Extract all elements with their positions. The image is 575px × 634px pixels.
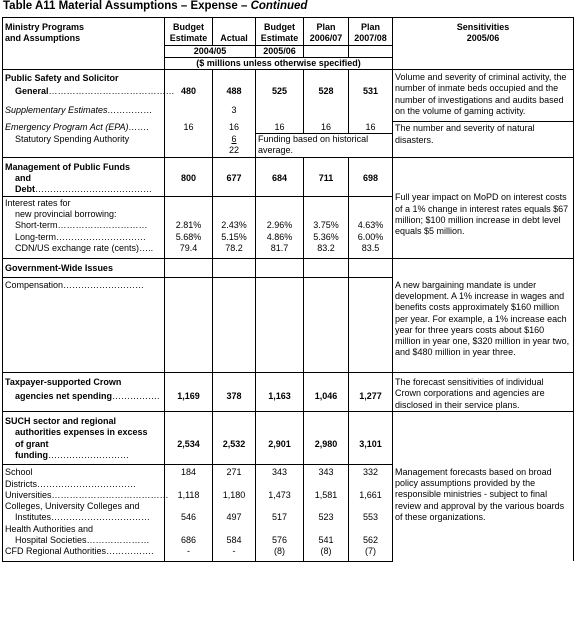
mpfd-label-1: Management of Public Funds [3, 157, 165, 173]
lt-v4: 6.00% [349, 232, 393, 243]
sd-dots: …………………………… [37, 478, 136, 489]
such-label-2: authorities expenses in excess [3, 427, 165, 438]
table-row [3, 412, 574, 428]
st-text: Short-term [15, 220, 58, 231]
ha-v1: 584 [213, 535, 256, 546]
header-row-1 [3, 18, 574, 34]
universities-label [3, 489, 169, 501]
st-dots: ………………………… [57, 220, 148, 231]
ha-v3: 541 [304, 535, 349, 546]
mpfd-v3: 711 [304, 173, 349, 196]
st-v4: 4.63% [349, 220, 393, 231]
table-row [3, 157, 574, 173]
epa-v4: 16 [349, 122, 393, 134]
coll-v3: 523 [304, 512, 349, 523]
header-programs-l2: and Assumptions [3, 33, 165, 45]
table-row [3, 465, 574, 490]
ir-label-2: new provincial borrowing: [3, 209, 165, 220]
mpfd-v0: 800 [165, 173, 213, 196]
long-term-label [3, 232, 165, 243]
mpfd-label-2 [3, 173, 165, 196]
colleges-label-2 [3, 512, 165, 523]
lt-v0: 5.68% [165, 232, 213, 243]
header-blank-2 [304, 45, 349, 57]
compensation-label [3, 278, 165, 373]
cfd-dots: ……………. [106, 546, 154, 557]
epa-label-text: Emergency Program Act (EPA) [5, 121, 129, 132]
lt-v3: 5.36% [304, 232, 349, 243]
mpfd-label-2-text: and Debt [15, 173, 35, 195]
header-row-2 [3, 33, 574, 45]
coll-dots: …………………………… [51, 512, 151, 523]
supp-label [3, 103, 165, 118]
header-blank-4 [393, 45, 574, 57]
cfd-v4: (7) [349, 546, 393, 561]
epa-total-actual: 22 [213, 145, 256, 157]
such-v4: 3,101 [349, 439, 393, 465]
mpfd-v4: 698 [349, 173, 393, 196]
mpfd-sensitivity: Full year impact on MoPD on interest costs of a 1% change in interest rates equals $67 million; $100 million increase in debt level equals $5 million. [393, 157, 574, 258]
funding-note: Funding based on historical average. [256, 134, 393, 158]
header-year-2007: 2007/08 [349, 33, 393, 45]
psg-label-2 [3, 86, 175, 99]
mpfd-v2: 684 [256, 173, 304, 196]
tsc-sensitivity: The forecast sensitivities of individual Crown corporations and agencies are disclosed in their service plans. [393, 373, 574, 412]
cfd-v0: - [165, 546, 213, 561]
units-label: ($ millions unless otherwise specified) [165, 57, 393, 69]
header-row-3 [3, 45, 574, 57]
coll-v1: 497 [213, 512, 256, 523]
tsc-label-1: Taxpayer-supported Crown [3, 373, 165, 391]
such-dots: ……………………… [48, 449, 129, 460]
units-blank-2 [393, 57, 574, 69]
uni-v1: 1,180 [213, 490, 256, 501]
ha-v4: 562 [349, 535, 393, 546]
header-year-2006: 2006/07 [304, 33, 349, 45]
sd-v2: 343 [256, 465, 304, 490]
header-programs-l1: Ministry Programs [5, 22, 85, 32]
table-row [3, 259, 574, 278]
psg-dots: …………………………………… [48, 86, 175, 97]
epa-v2: 16 [256, 122, 304, 134]
cfd-text: CFD Regional Authorities [5, 546, 107, 557]
stat-label: Statutory Spending Authority [3, 134, 165, 146]
header-programs [3, 18, 165, 34]
uni-dots: ………………………………… [51, 489, 169, 500]
uni-v4: 1,661 [349, 490, 393, 501]
tsc-dots: ……………. [112, 391, 160, 402]
school-districts-label [3, 465, 165, 490]
table-row [3, 373, 574, 391]
tsc-label-2-text: agencies net spending [15, 391, 113, 402]
cfd-v1: - [213, 546, 256, 561]
sd-text: School Districts [5, 467, 37, 489]
table-title [3, 0, 307, 12]
gwi-sensitivity: A new bargaining mandate is under development. A 1% increase in wages and benefits costs approximately $160 million per year. For example, a 1% increase each year for three years costs about $160 million in year one, $320 million in year two, and $480 million in year three. [393, 278, 574, 373]
lt-text: Long-term [15, 231, 57, 242]
cdn-v2: 81.7 [256, 243, 304, 259]
cdn-v0: 79.4 [165, 243, 213, 259]
epa-v0: 16 [165, 122, 213, 134]
table-title-continued: Continued [250, 0, 308, 12]
epa-sensitivity: The number and severity of natural disasters. [393, 122, 574, 157]
ha-dots: ………………… [86, 535, 150, 545]
header-year-2005: 2005/06 [256, 45, 304, 57]
header-budget: Budget [165, 18, 213, 34]
tsc-v0: 1,169 [165, 391, 213, 412]
st-v1: 2.43% [213, 220, 256, 231]
coll-v0: 546 [165, 512, 213, 523]
psg-v2: 525 [256, 86, 304, 99]
supp-dots: …………… [107, 104, 153, 115]
comp-text: Compensation [5, 280, 64, 291]
colleges-label-1: Colleges, University Colleges and [3, 501, 165, 512]
short-term-label [3, 220, 165, 231]
health-label-1: Health Authorities and [3, 524, 165, 535]
header-plan: Plan [304, 18, 349, 34]
st-v2: 2.96% [256, 220, 304, 231]
psg-label-2-text: General [15, 86, 49, 97]
epa-v1: 16 [213, 122, 256, 134]
such-label-3-text: of grant funding [15, 438, 49, 460]
header-estimate: Estimate [165, 33, 213, 45]
psg-v3: 528 [304, 86, 349, 99]
header-actual-top [213, 18, 256, 34]
supp-actual: 3 [213, 103, 256, 118]
header-sens-year: 2005/06 [393, 33, 574, 45]
epa-v3: 16 [304, 122, 349, 134]
supp-label-text: Supplementary Estimates [5, 104, 108, 115]
cdn-v4: 83.5 [349, 243, 393, 259]
such-sensitivity: Management forecasts based on broad policy assumptions provided by the responsible ministries - subject to final review and approval by the various boards of these organizations. [393, 465, 574, 561]
such-v2: 2,901 [256, 439, 304, 465]
coll-text: Institutes [15, 512, 52, 523]
psg-label-1: Public Safety and Solicitor [3, 70, 165, 86]
sd-v4: 332 [349, 465, 393, 490]
comp-dots: ……………………… [63, 280, 145, 291]
header-sensitivities: Sensitivities [393, 18, 574, 34]
uni-v3: 1,581 [304, 490, 349, 501]
mpfd-v1: 677 [213, 173, 256, 196]
ha-text: Hospital Societies [15, 535, 87, 545]
epa-dots: ……. [128, 121, 150, 132]
table-row [3, 278, 574, 373]
tsc-label-2 [3, 391, 165, 412]
ha-v0: 686 [165, 535, 213, 546]
cdn-v3: 83.2 [304, 243, 349, 259]
mpfd-dots: ………………………………… [35, 184, 152, 195]
psg-v4: 531 [349, 86, 393, 99]
tsc-v1: 378 [213, 391, 256, 412]
psg-v1: 488 [213, 86, 256, 99]
header-plan-2: Plan [349, 18, 393, 34]
cdn-label [3, 243, 165, 259]
uni-text: Universities [5, 489, 52, 500]
tsc-v4: 1,277 [349, 391, 393, 412]
table-title-main: Table A11 Material Assumptions – Expense – [3, 0, 251, 12]
health-label-2 [3, 535, 165, 546]
table-row [3, 70, 574, 86]
such-label-1: SUCH sector and regional [3, 412, 165, 428]
cfd-label [3, 546, 165, 561]
header-year-2004: 2004/05 [165, 45, 256, 57]
cdn-text: CDN/US exchange rate (cents) [15, 242, 140, 253]
header-actual: Actual [213, 33, 256, 45]
header-blank-3 [349, 45, 393, 57]
cdn-v1: 78.2 [213, 243, 256, 259]
such-v0: 2,534 [165, 439, 213, 465]
header-row-units [3, 57, 574, 69]
table-row [3, 122, 574, 134]
ir-label-1: Interest rates for [3, 196, 165, 209]
material-assumptions-table [2, 17, 574, 562]
tsc-v3: 1,046 [304, 391, 349, 412]
cdn-dots: ….. [139, 242, 154, 253]
uni-v2: 1,473 [256, 490, 304, 501]
psg-sensitivity: Volume and severity of criminal activity, the number of inmate beds occupied and the number of investigations and audits based on the volume of gaming activity. [393, 70, 574, 118]
st-v0: 2.81% [165, 220, 213, 231]
lt-dots: ………………………… [56, 231, 147, 242]
coll-v2: 517 [256, 512, 304, 523]
header-blank [3, 45, 165, 57]
sd-v3: 343 [304, 465, 349, 490]
lt-v2: 4.86% [256, 232, 304, 243]
cfd-v3: (8) [304, 546, 349, 561]
such-v1: 2,532 [213, 439, 256, 465]
psg-v0: 480 [165, 86, 213, 99]
stat-actual-text: 6 [231, 133, 237, 144]
sd-v1: 271 [213, 465, 256, 490]
st-v3: 3.75% [304, 220, 349, 231]
coll-v4: 553 [349, 512, 393, 523]
units-blank [3, 57, 165, 69]
such-label-3 [3, 439, 165, 465]
gwi-label: Government-Wide Issues [3, 259, 165, 278]
tsc-v2: 1,163 [256, 391, 304, 412]
stat-actual [213, 134, 256, 146]
sd-v0: 184 [165, 465, 213, 490]
lt-v1: 5.15% [213, 232, 256, 243]
header-estimate-2: Estimate [256, 33, 304, 45]
such-v3: 2,980 [304, 439, 349, 465]
uni-v0: 1,118 [165, 490, 213, 501]
epa-label [3, 122, 165, 134]
cfd-v2: (8) [256, 546, 304, 561]
ha-v2: 576 [256, 535, 304, 546]
header-budget-2: Budget [256, 18, 304, 34]
